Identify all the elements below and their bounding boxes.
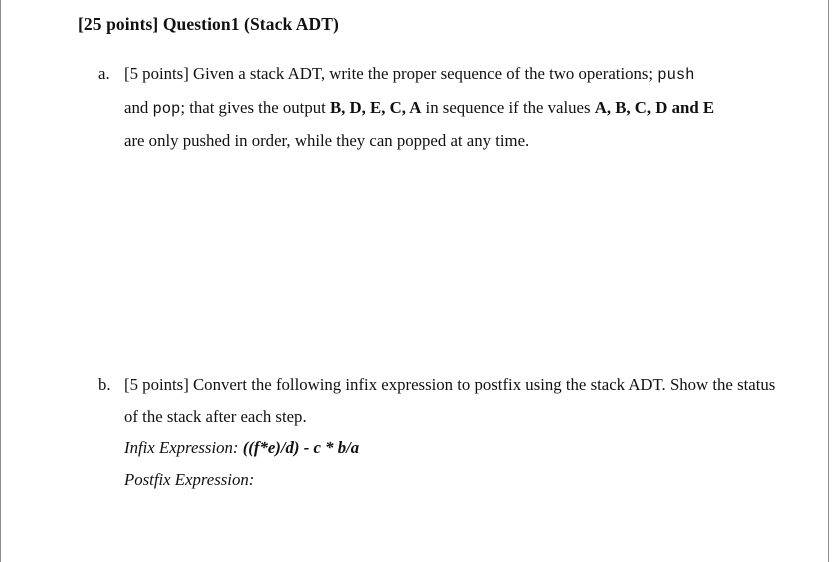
part-a-marker: a. bbox=[98, 64, 110, 83]
part-a-text-5: are only pushed in order, while they can popped at any time. bbox=[124, 131, 530, 150]
infix-expression-line bbox=[124, 432, 788, 464]
part-b-marker: b. bbox=[98, 375, 111, 394]
part-a-text-4: in sequence if the values bbox=[421, 97, 595, 117]
infix-expression: ((f*e)/d) - c * b/a bbox=[242, 438, 360, 457]
infix-label: Infix Expression: bbox=[124, 438, 243, 457]
part-a-text bbox=[124, 58, 788, 157]
push-operation: push bbox=[657, 66, 695, 84]
part-a-text-1: [5 points] Given a stack ADT, write the proper sequence of the two operations; bbox=[124, 64, 658, 83]
postfix-label: Postfix Expression: bbox=[124, 469, 255, 489]
output-sequence: B, D, E, C, A bbox=[329, 97, 422, 117]
part-a-text-3: ; that gives the output bbox=[180, 97, 330, 117]
pop-operation: pop bbox=[152, 99, 181, 118]
part-a-text-2: and bbox=[124, 97, 153, 117]
pushed-values: A, B, C, D and E bbox=[594, 97, 715, 117]
part-b-text: [5 points] Convert the following infix expression to postfix using the stack ADT. Show the status of the stack after each step. bbox=[124, 375, 776, 426]
part-b bbox=[98, 369, 788, 495]
question-heading: [25 points] Question1 (Stack ADT) bbox=[78, 14, 339, 34]
part-a bbox=[98, 58, 788, 157]
